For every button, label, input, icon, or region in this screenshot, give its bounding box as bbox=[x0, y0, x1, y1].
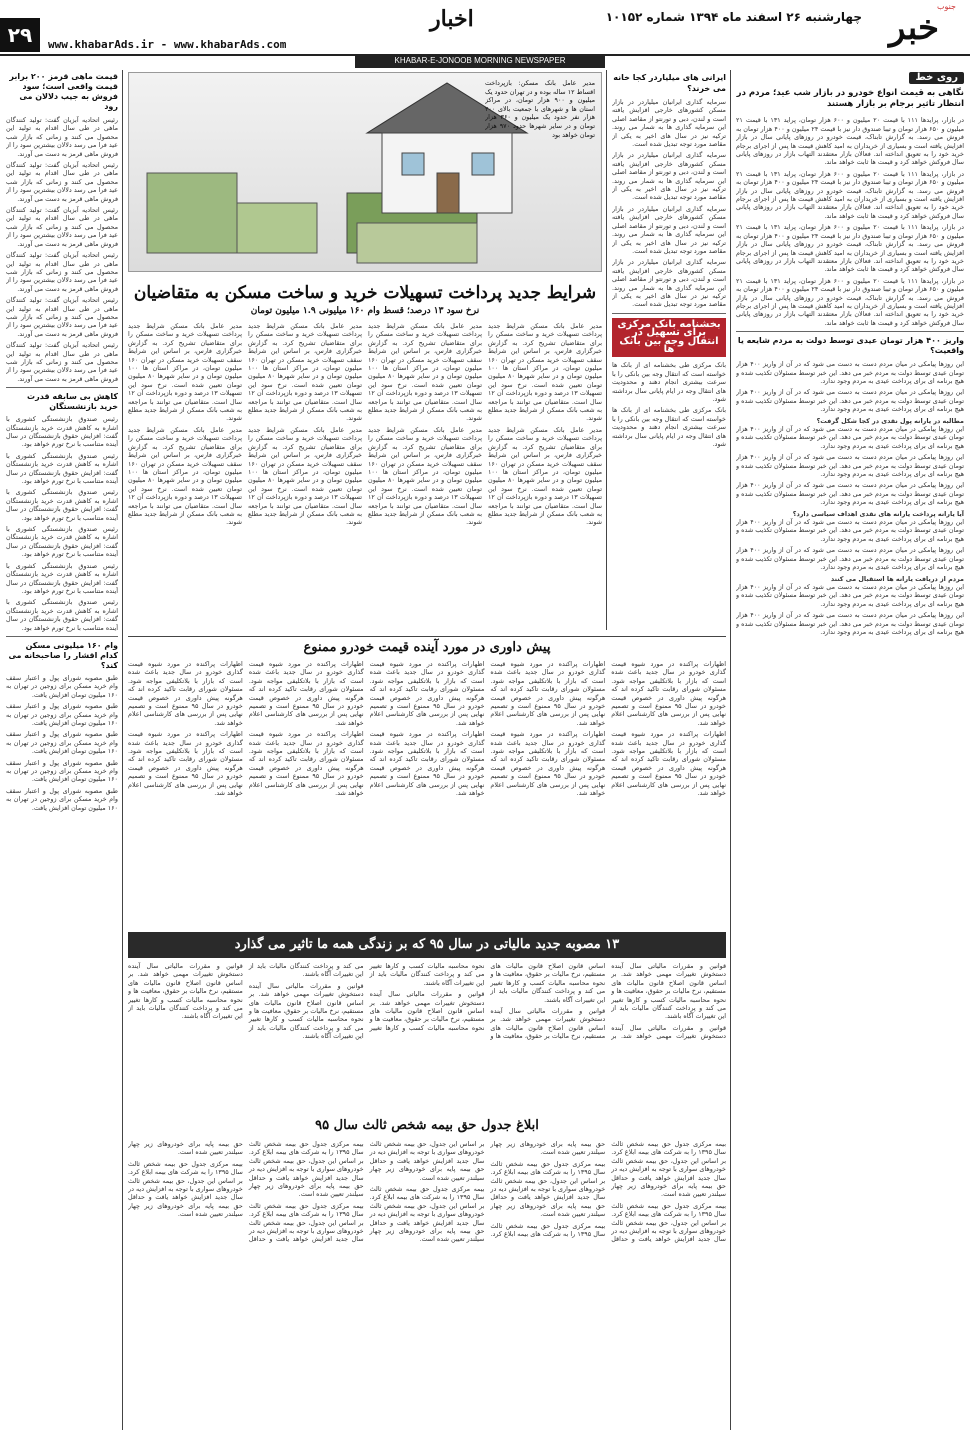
headline-housing-loans[interactable]: شرایط جدید پرداخت تسهیلات خرید و ساخت مسکن به متقاضیان bbox=[133, 283, 597, 303]
article-body-pensioners: رئیس صندوق بازنشستگی کشوری با اشاره به کاهش قدرت خرید بازنشستگان گفت: افزایش حقوق بازنشستگان در سال آینده متناسب با نرخ تورم خواهد بود. رئیس صندوق بازنشستگی کشوری با اشاره به کاهش قدرت خرید بازنشستگان گفت: افزایش حقوق بازنشستگان در سال آینده متناسب با نرخ تورم خواهد بود. رئیس صندوق بازنشستگی کشوری با اشاره به کاهش قدرت خرید بازنشستگان گفت: افزایش حقوق بازنشستگان در سال آینده متناسب با نرخ تورم خواهد بود. رئیس صندوق بازنشستگی کشوری با اشاره به کاهش قدرت خرید بازنشستگان گفت: افزایش حقوق بازنشستگان در سال آینده متناسب با نرخ تورم خواهد بود. رئیس صندوق بازنشستگی کشوری با اشاره به کاهش قدرت خرید بازنشستگان گفت: افزایش حقوق بازنشستگان در سال آینده متناسب با نرخ تورم خواهد بود. رئیس صندوق بازنشستگی کشوری با اشاره به کاهش قدرت خرید بازنشستگان گفت: افزایش حقوق بازنشستگان در سال آینده متناسب با نرخ تورم خواهد بود. bbox=[6, 415, 118, 632]
photo-caption: مدیر عامل بانک مسکن: بازپرداخت اقساط ۱۲ ساله بوده و در تهران حدود یک میلیون و ۹۰۰ هزار تومان، در مراکز استان ها و شهرهای با جمعیت بالای ۲۰۰ هزار نفر حدود یک میلیون و ۳۶۰ هزار تومان و در سایر شهرها حدود ۹۷۰ هزار تومان خواهد بود bbox=[485, 79, 595, 139]
section-title: اخبار bbox=[430, 6, 474, 32]
headline-central-bank[interactable]: بخشنامه بانک مرکزی برای تسهیل در انتقال وجه بین بانک ها bbox=[612, 318, 726, 358]
section-tag: روی خط bbox=[909, 72, 964, 84]
logo-text: خبر bbox=[888, 8, 940, 48]
horizontal-rule bbox=[128, 636, 726, 637]
headline-mortgage[interactable]: وام ۱۶۰ میلیونی مسکن کدام اقشار را صاحبخانه می کند؟ bbox=[8, 640, 118, 670]
right-column bbox=[736, 72, 964, 1432]
article-body-car-forecast: اظهارات پراکنده در مورد شیوه قیمت گذاری خودرو در سال جدید باعث شده است که بازار با بلاتکلیفی مواجه شود. مسئولان شورای رقابت تاکید کرده اند که هرگونه پیش داوری در خصوص قیمت خودرو در سال ۹۵ ممنوع است و تصمیم نهایی پس از بررسی های کارشناسی اعلام خواهد شد. اظهارات پراکنده در مورد شیوه قیمت گذاری خودرو در سال جدید باعث شده است که بازار با بلاتکلیفی مواجه شود. مسئولان شورای رقابت تاکید کرده اند که هرگونه پیش داوری در خصوص قیمت خودرو در سال ۹۵ ممنوع است و تصمیم نهایی پس از بررسی های کارشناسی اعلام خواهد شد. اظهارات پراکنده در مورد شیوه قیمت گذاری خودرو در سال جدید باعث شده است که بازار با بلاتکلیفی مواجه شود. مسئولان شورای رقابت تاکید کرده اند که هرگونه پیش داوری در خصوص قیمت خودرو در سال ۹۵ ممنوع است و تصمیم نهایی پس از بررسی های کارشناسی اعلام خواهد شد. اظهارات پراکنده در مورد شیوه قیمت گذاری خودرو در سال جدید باعث شده است که بازار با بلاتکلیفی مواجه شود. مسئولان شورای رقابت تاکید کرده اند که هرگونه پیش داوری در خصوص قیمت خودرو در سال ۹۵ ممنوع است و تصمیم نهایی پس از بررسی های کارشناسی اعلام خواهد شد. اظهارات پراکنده در مورد شیوه قیمت گذاری خودرو در سال جدید باعث شده است که بازار با بلاتکلیفی مواجه شود. مسئولان شورای رقابت تاکید کرده اند که هرگونه پیش داوری در خصوص قیمت خودرو در سال ۹۵ ممنوع است و تصمیم نهایی پس از بررسی های کارشناسی اعلام خواهد شد. اظهارات پراکنده در مورد شیوه قیمت گذاری خودرو در سال جدید باعث شده است که بازار با بلاتکلیفی مواجه شود. مسئولان شورای رقابت تاکید کرده اند که هرگونه پیش داوری در خصوص قیمت خودرو در سال ۹۵ ممنوع است و تصمیم نهایی پس از بررسی های کارشناسی اعلام خواهد شد. اظهارات پراکنده در مورد شیوه قیمت گذاری خودرو در سال جدید باعث شده است که بازار با بلاتکلیفی مواجه شود. مسئولان شورای رقابت تاکید کرده اند که هرگونه پیش داوری در خصوص قیمت خودرو در سال ۹۵ ممنوع است و تصمیم نهایی پس از بررسی های کارشناسی اعلام خواهد شد. اظهارات پراکنده در مورد شیوه قیمت گذاری خودرو در سال جدید باعث شده است که بازار با بلاتکلیفی مواجه شود. مسئولان شورای رقابت تاکید کرده اند که هرگونه پیش داوری در خصوص قیمت خودرو در سال ۹۵ ممنوع است و تصمیم نهایی پس از بررسی های کارشناسی اعلام خواهد شد. اظهارات پراکنده در مورد شیوه قیمت گذاری خودرو در سال جدید باعث شده است که بازار با بلاتکلیفی مواجه شود. مسئولان شورای رقابت تاکید کرده اند که هرگونه پیش داوری در خصوص قیمت خودرو در سال ۹۵ ممنوع است و تصمیم نهایی پس از بررسی های کارشناسی اعلام خواهد شد. اظهارات پراکنده در مورد شیوه قیمت گذاری خودرو در سال جدید باعث شده است که بازار با بلاتکلیفی مواجه شود. مسئولان شورای رقابت تاکید کرده اند که هرگونه پیش داوری در خصوص قیمت خودرو در سال ۹۵ ممنوع است و تصمیم نهایی پس از بررسی های کارشناسی اعلام خواهد شد. bbox=[128, 660, 726, 798]
article-body-central-bank: بانک مرکزی طی بخشنامه ای از بانک ها خواسته است که انتقال وجه بین بانکی را با سرعت بیشتری انجام دهند و محدودیت های انتقال وجه در ایام پایانی سال برداشته شود. بانک مرکزی طی بخشنامه ای از بانک ها خواسته است که انتقال وجه بین بانکی را با سرعت بیشتری انجام دهند و محدودیت های انتقال وجه در ایام پایانی سال برداشته شود. bbox=[612, 361, 726, 449]
headline-eidi-rumor[interactable]: واریز ۴۰۰ هزار تومان عیدی توسط دولت به مردم شایعه یا واقعیت؟ bbox=[737, 336, 964, 356]
logo-tag: جنوب bbox=[936, 2, 956, 11]
headline-car-prices[interactable]: نگاهی به قیمت انواع خودرو در بازار شب عید؛ مردم در انتظار تاثیر برجام بر بازار هستند bbox=[736, 88, 964, 110]
headline-billionaires[interactable]: ایرانی های میلیاردر کجا خانه می خرند؟ bbox=[613, 73, 726, 93]
column-rule bbox=[606, 70, 607, 630]
article-body-car-prices: در بازار، پرایدها ۱۱۱ با قیمت ۲۰ میلیون و ۶۰۰ هزار تومان، پراید ۱۳۱ با قیمت ۲۱ میلیون و ۶۵۰ هزار تومان و تیبا صندوق دار نیز با قیمت ۲۴ میلیون و ۴۰۰ هزار تومان به فروش می رسد. به گزارش تابناک، قیمت خودرو در روزهای پایانی سال در بازار افزایش یافته است و بسیاری از خریداران به امید کاهش قیمت ها پس از اجرای برجام خرید خود را به تعویق انداخته اند. فعالان بازار معتقدند التهاب بازار در روزهای پایانی سال فروکش خواهد کرد و قیمت ها ثابت خواهد ماند. در بازار، پرایدها ۱۱۱ با قیمت ۲۰ میلیون و ۶۰۰ هزار تومان، پراید ۱۳۱ با قیمت ۲۱ میلیون و ۶۵۰ هزار تومان و تیبا صندوق دار نیز با قیمت ۲۴ میلیون و ۴۰۰ هزار تومان به فروش می رسد. به گزارش تابناک، قیمت خودرو در روزهای پایانی سال در بازار افزایش یافته است و بسیاری از خریداران به امید کاهش قیمت ها پس از اجرای برجام خرید خود را به تعویق انداخته اند. فعالان بازار معتقدند التهاب بازار در روزهای پایانی سال فروکش خواهد کرد و قیمت ها ثابت خواهد ماند. در بازار، پرایدها ۱۱۱ با قیمت ۲۰ میلیون و ۶۰۰ هزار تومان، پراید ۱۳۱ با قیمت ۲۱ میلیون و ۶۵۰ هزار تومان و تیبا صندوق دار نیز با قیمت ۲۴ میلیون و ۴۰۰ هزار تومان به فروش می رسد. به گزارش تابناک، قیمت خودرو در روزهای پایانی سال در بازار افزایش یافته است و بسیاری از خریداران به امید کاهش قیمت ها پس از اجرای برجام خرید خود را به تعویق انداخته اند. فعالان بازار معتقدند التهاب بازار در روزهای پایانی سال فروکش خواهد کرد و قیمت ها ثابت خواهد ماند. در بازار، پرایدها ۱۱۱ با قیمت ۲۰ میلیون و ۶۰۰ هزار تومان، پراید ۱۳۱ با قیمت ۲۱ میلیون و ۶۵۰ هزار تومان و تیبا صندوق دار نیز با قیمت ۲۴ میلیون و ۴۰۰ هزار تومان به فروش می رسد. به گزارش تابناک، قیمت خودرو در روزهای پایانی سال در بازار افزایش یافته است و بسیاری از خریداران به امید کاهش قیمت ها پس از اجرای برجام خرید خود را به تعویق انداخته اند. فعالان بازار معتقدند التهاب بازار در روزهای پایانی سال فروکش خواهد کرد و قیمت ها ثابت خواهد ماند. bbox=[736, 116, 964, 327]
column-rule bbox=[730, 70, 731, 1430]
subheading-3: مردم از دریافت یارانه ها استقبال می کنند bbox=[830, 574, 964, 583]
article-body-goldfish: رئیس اتحادیه آبزیان گفت: تولید کنندگان ماهی در طی سال اقدام به تولید این محصول می کنند و زمانی که بازار شب عید فرا می رسد دلالان بیشترین سود را از فروش ماهی قرمز به دست می آورند. رئیس اتحادیه آبزیان گفت: تولید کنندگان ماهی در طی سال اقدام به تولید این محصول می کنند و زمانی که بازار شب عید فرا می رسد دلالان بیشترین سود را از فروش ماهی قرمز به دست می آورند. رئیس اتحادیه آبزیان گفت: تولید کنندگان ماهی در طی سال اقدام به تولید این محصول می کنند و زمانی که بازار شب عید فرا می رسد دلالان بیشترین سود را از فروش ماهی قرمز به دست می آورند. رئیس اتحادیه آبزیان گفت: تولید کنندگان ماهی در طی سال اقدام به تولید این محصول می کنند و زمانی که بازار شب عید فرا می رسد دلالان بیشترین سود را از فروش ماهی قرمز به دست می آورند. رئیس اتحادیه آبزیان گفت: تولید کنندگان ماهی در طی سال اقدام به تولید این محصول می کنند و زمانی که بازار شب عید فرا می رسد دلالان بیشترین سود را از فروش ماهی قرمز به دست می آورند. رئیس اتحادیه آبزیان گفت: تولید کنندگان ماهی در طی سال اقدام به تولید این محصول می کنند و زمانی که بازار شب عید فرا می رسد دلالان بیشترین سود را از فروش ماهی قرمز به دست می آورند. bbox=[6, 116, 118, 383]
left-column bbox=[6, 72, 118, 1432]
page-number: ۲۹ bbox=[0, 18, 40, 52]
article-body-tax: قوانین و مقررات مالیاتی سال آینده دستخوش تغییرات مهمی خواهد شد. بر اساس قانون اصلاح قانون مالیات های مستقیم، نرخ مالیات بر حقوق، معافیت ها و نحوه محاسبه مالیات کسب و کارها تغییر می کند و پرداخت کنندگان مالیات باید از این تغییرات آگاه باشند. قوانین و مقررات مالیاتی سال آینده دستخوش تغییرات مهمی خواهد شد. بر اساس قانون اصلاح قانون مالیات های مستقیم، نرخ مالیات بر حقوق، معافیت ها و نحوه محاسبه مالیات کسب و کارها تغییر می کند و پرداخت کنندگان مالیات باید از این تغییرات آگاه باشند. قوانین و مقررات مالیاتی سال آینده دستخوش تغییرات مهمی خواهد شد. بر اساس قانون اصلاح قانون مالیات های مستقیم، نرخ مالیات بر حقوق، معافیت ها و نحوه محاسبه مالیات کسب و کارها تغییر می کند و پرداخت کنندگان مالیات باید از این تغییرات آگاه باشند. قوانین و مقررات مالیاتی سال آینده دستخوش تغییرات مهمی خواهد شد. بر اساس قانون اصلاح قانون مالیات های مستقیم، نرخ مالیات بر حقوق، معافیت ها و نحوه محاسبه مالیات کسب و کارها تغییر می کند و پرداخت کنندگان مالیات باید از این تغییرات آگاه باشند. قوانین و مقررات مالیاتی سال آینده دستخوش تغییرات مهمی خواهد شد. بر اساس قانون اصلاح قانون مالیات های مستقیم، نرخ مالیات بر حقوق، معافیت ها و نحوه محاسبه مالیات کسب و کارها تغییر می کند و پرداخت کنندگان مالیات باید از این تغییرات آگاه باشند. قوانین و مقررات مالیاتی سال آینده دستخوش تغییرات مهمی خواهد شد. بر اساس قانون اصلاح قانون مالیات های مستقیم، نرخ مالیات بر حقوق، معافیت ها و نحوه محاسبه مالیات کسب و کارها تغییر می کند و پرداخت کنندگان مالیات باید از این تغییرات آگاه باشند. bbox=[128, 962, 726, 1041]
newspaper-logo[interactable] bbox=[866, 2, 962, 54]
article-body-eidi: این روزها پیامکی در میان مردم دست به دست می شود که در آن از واریز ۴۰۰ هزار تومان عیدی توسط دولت به مردم خبر می دهد. این خبر توسط مسئولان تکذیب شده و هیچ برنامه ای برای پرداخت عیدی به مردم وجود ندارد. این روزها پیامکی در میان مردم دست به دست می شود که در آن از واریز ۴۰۰ هزار تومان عیدی توسط دولت به مردم خبر می دهد. این خبر توسط مسئولان تکذیب شده و هیچ برنامه ای برای پرداخت عیدی به مردم وجود ندارد. مطالبه در یارانه پول نقدی در کجا شکل گرفت؟ این روزها پیامکی در میان مردم دست به دست می شود که در آن از واریز ۴۰۰ هزار تومان عیدی توسط دولت به مردم خبر می دهد. این خبر توسط مسئولان تکذیب شده و هیچ برنامه ای برای پرداخت عیدی به مردم وجود ندارد. این روزها پیامکی در میان مردم دست به دست می شود که در آن از واریز ۴۰۰ هزار تومان عیدی توسط دولت به مردم خبر می دهد. این خبر توسط مسئولان تکذیب شده و هیچ برنامه ای برای پرداخت عیدی به مردم وجود ندارد. این روزها پیامکی در میان مردم دست به دست می شود که در آن از واریز ۴۰۰ هزار تومان عیدی توسط دولت به مردم خبر می دهد. این خبر توسط مسئولان تکذیب شده و هیچ برنامه ای برای پرداخت عیدی به مردم وجود ندارد. آیا یارانه پرداخت یارانه های نقدی اهداف سیاسی دارد؟ این روزها پیامکی در میان مردم دست به دست می شود که در آن از واریز ۴۰۰ هزار تومان عیدی توسط دولت به مردم خبر می دهد. این خبر توسط مسئولان تکذیب شده و هیچ برنامه ای برای پرداخت عیدی به مردم وجود ندارد. این روزها پیامکی در میان مردم دست به دست می شود که در آن از واریز ۴۰۰ هزار تومان عیدی توسط دولت به مردم خبر می دهد. این خبر توسط مسئولان تکذیب شده و هیچ برنامه ای برای پرداخت عیدی به مردم وجود ندارد. مردم از دریافت یارانه ها استقبال می کنند این روزها پیامکی در میان مردم دست به دست می شود که در آن از واریز ۴۰۰ هزار تومان عیدی توسط دولت به مردم خبر می دهد. این خبر توسط مسئولان تکذیب شده و هیچ برنامه ای برای پرداخت عیدی به مردم وجود ندارد. این روزها پیامکی در میان مردم دست به دست می شود که در آن از واریز ۴۰۰ هزار تومان عیدی توسط دولت به مردم خبر می دهد. این خبر توسط مسئولان تکذیب شده و هیچ برنامه ای برای پرداخت عیدی به مردم وجود ندارد. bbox=[736, 360, 964, 636]
subheading-2: آیا یارانه پرداخت یارانه های نقدی اهداف سیاسی دارد؟ bbox=[792, 509, 964, 518]
article-body-housing-loans: مدیر عامل بانک مسکن شرایط جدید پرداخت تسهیلات خرید و ساخت مسکن را برای متقاضیان تشریح کرد. به گزارش خبرگزاری فارس، بر اساس این شرایط سقف تسهیلات خرید مسکن در تهران ۱۶۰ میلیون تومان، در مراکز استان ها ۱۰۰ میلیون تومان و در سایر شهرها ۸۰ میلیون تومان تعیین شده است. نرخ سود این تسهیلات ۱۳ درصد و دوره بازپرداخت آن ۱۲ سال است. متقاضیان می توانند با مراجعه به شعب بانک مسکن از شرایط جدید مطلع شوند. مدیر عامل بانک مسکن شرایط جدید پرداخت تسهیلات خرید و ساخت مسکن را برای متقاضیان تشریح کرد. به گزارش خبرگزاری فارس، بر اساس این شرایط سقف تسهیلات خرید مسکن در تهران ۱۶۰ میلیون تومان، در مراکز استان ها ۱۰۰ میلیون تومان و در سایر شهرها ۸۰ میلیون تومان تعیین شده است. نرخ سود این تسهیلات ۱۳ درصد و دوره بازپرداخت آن ۱۲ سال است. متقاضیان می توانند با مراجعه به شعب بانک مسکن از شرایط جدید مطلع شوند. مدیر عامل بانک مسکن شرایط جدید پرداخت تسهیلات خرید و ساخت مسکن را برای متقاضیان تشریح کرد. به گزارش خبرگزاری فارس، بر اساس این شرایط سقف تسهیلات خرید مسکن در تهران ۱۶۰ میلیون تومان، در مراکز استان ها ۱۰۰ میلیون تومان و در سایر شهرها ۸۰ میلیون تومان تعیین شده است. نرخ سود این تسهیلات ۱۳ درصد و دوره بازپرداخت آن ۱۲ سال است. متقاضیان می توانند با مراجعه به شعب بانک مسکن از شرایط جدید مطلع شوند. مدیر عامل بانک مسکن شرایط جدید پرداخت تسهیلات خرید و ساخت مسکن را برای متقاضیان تشریح کرد. به گزارش خبرگزاری فارس، بر اساس این شرایط سقف تسهیلات خرید مسکن در تهران ۱۶۰ میلیون تومان، در مراکز استان ها ۱۰۰ میلیون تومان و در سایر شهرها ۸۰ میلیون تومان تعیین شده است. نرخ سود این تسهیلات ۱۳ درصد و دوره بازپرداخت آن ۱۲ سال است. متقاضیان می توانند با مراجعه به شعب بانک مسکن از شرایط جدید مطلع شوند. مدیر عامل بانک مسکن شرایط جدید پرداخت تسهیلات خرید و ساخت مسکن را برای متقاضیان تشریح کرد. به گزارش خبرگزاری فارس، بر اساس این شرایط سقف تسهیلات خرید مسکن در تهران ۱۶۰ میلیون تومان، در مراکز استان ها ۱۰۰ میلیون تومان و در سایر شهرها ۸۰ میلیون تومان تعیین شده است. نرخ سود این تسهیلات ۱۳ درصد و دوره بازپرداخت آن ۱۲ سال است. متقاضیان می توانند با مراجعه به شعب بانک مسکن از شرایط جدید مطلع شوند. مدیر عامل بانک مسکن شرایط جدید پرداخت تسهیلات خرید و ساخت مسکن را برای متقاضیان تشریح کرد. به گزارش خبرگزاری فارس، بر اساس این شرایط سقف تسهیلات خرید مسکن در تهران ۱۶۰ میلیون تومان، در مراکز استان ها ۱۰۰ میلیون تومان و در سایر شهرها ۸۰ میلیون تومان تعیین شده است. نرخ سود این تسهیلات ۱۳ درصد و دوره بازپرداخت آن ۱۲ سال است. متقاضیان می توانند با مراجعه به شعب بانک مسکن از شرایط جدید مطلع شوند. مدیر عامل بانک مسکن شرایط جدید پرداخت تسهیلات خرید و ساخت مسکن را برای متقاضیان تشریح کرد. به گزارش خبرگزاری فارس، بر اساس این شرایط سقف تسهیلات خرید مسکن در تهران ۱۶۰ میلیون تومان، در مراکز استان ها ۱۰۰ میلیون تومان و در سایر شهرها ۸۰ میلیون تومان تعیین شده است. نرخ سود این تسهیلات ۱۳ درصد و دوره بازپرداخت آن ۱۲ سال است. متقاضیان می توانند با مراجعه به شعب بانک مسکن از شرایط جدید مطلع شوند. مدیر عامل بانک مسکن شرایط جدید پرداخت تسهیلات خرید و ساخت مسکن را برای متقاضیان تشریح کرد. به گزارش خبرگزاری فارس، بر اساس این شرایط سقف تسهیلات خرید مسکن در تهران ۱۶۰ میلیون تومان، در مراکز استان ها ۱۰۰ میلیون تومان و در سایر شهرها ۸۰ میلیون تومان تعیین شده است. نرخ سود این تسهیلات ۱۳ درصد و دوره بازپرداخت آن ۱۲ سال است. متقاضیان می توانند با مراجعه به شعب بانک مسکن از شرایط جدید مطلع شوند. bbox=[128, 322, 602, 527]
headline-car-forecast[interactable]: پیش داوری در مورد آینده قیمت خودرو ممنوع bbox=[303, 640, 551, 655]
masthead-subhead: KHABAR-E-JONOOB MORNING NEWSPAPER bbox=[355, 56, 605, 68]
billionaires-column bbox=[612, 72, 726, 632]
column-rule bbox=[122, 70, 123, 1430]
subhead-housing-loans: نرخ سود ۱۳ درصد؛ قسط وام ۱۶۰ میلیونی ۱.۹ میلیون تومان bbox=[250, 306, 480, 316]
headline-tax[interactable]: ۱۳ مصوبه جدید مالیاتی در سال ۹۵ که بر زندگی همه ما تاثیر می گذارد bbox=[128, 932, 726, 958]
housing-photo bbox=[128, 72, 602, 272]
issue-line: چهارشنبه ۲۶ اسفند ماه ۱۳۹۴ شماره ۱۰۱۵۲ bbox=[605, 10, 862, 24]
headline-pensioners[interactable]: کاهش بی سابقه قدرت خرید بازنشستگان bbox=[27, 392, 118, 412]
headline-insurance[interactable]: ابلاغ جدول حق بیمه شخص ثالث سال ۹۵ bbox=[315, 1118, 539, 1133]
website-link[interactable]: www.khabarAds.ir - www.khabarAds.com bbox=[48, 38, 287, 51]
masthead bbox=[0, 0, 970, 56]
article-body-mortgage: طبق مصوبه شورای پول و اعتبار سقف وام خرید مسکن برای زوجین در تهران به ۱۶۰ میلیون تومان افزایش یافت. طبق مصوبه شورای پول و اعتبار سقف وام خرید مسکن برای زوجین در تهران به ۱۶۰ میلیون تومان افزایش یافت. طبق مصوبه شورای پول و اعتبار سقف وام خرید مسکن برای زوجین در تهران به ۱۶۰ میلیون تومان افزایش یافت. طبق مصوبه شورای پول و اعتبار سقف وام خرید مسکن برای زوجین در تهران به ۱۶۰ میلیون تومان افزایش یافت. طبق مصوبه شورای پول و اعتبار سقف وام خرید مسکن برای زوجین در تهران به ۱۶۰ میلیون تومان افزایش یافت. bbox=[6, 673, 118, 812]
article-body-billionaires: سرمایه گذاری ایرانیان میلیاردر در بازار مسکن کشورهای خارجی افزایش یافته است و لندن، دبی و تورنتو از مقاصد اصلی این سرمایه گذاری ها به شمار می روند. ترکیه نیز در سال های اخیر به یکی از مقاصد مورد توجه تبدیل شده است. سرمایه گذاری ایرانیان میلیاردر در بازار مسکن کشورهای خارجی افزایش یافته است و لندن، دبی و تورنتو از مقاصد اصلی این سرمایه گذاری ها به شمار می روند. ترکیه نیز در سال های اخیر به یکی از مقاصد مورد توجه تبدیل شده است. سرمایه گذاری ایرانیان میلیاردر در بازار مسکن کشورهای خارجی افزایش یافته است و لندن، دبی و تورنتو از مقاصد اصلی این سرمایه گذاری ها به شمار می روند. ترکیه نیز در سال های اخیر به یکی از مقاصد مورد توجه تبدیل شده است. سرمایه گذاری ایرانیان میلیاردر در بازار مسکن کشورهای خارجی افزایش یافته است و لندن، دبی و تورنتو از مقاصد اصلی این سرمایه گذاری ها به شمار می روند. ترکیه نیز در سال های اخیر به یکی از مقاصد مورد توجه تبدیل شده است. bbox=[612, 98, 726, 309]
headline-goldfish[interactable]: قیمت ماهی قرمز ۲۰۰ برابر قیمت واقعی است؛ سود فروش به جیب دلالان می رود bbox=[9, 72, 118, 111]
article-body-insurance: بیمه مرکزی جدول حق بیمه شخص ثالث سال ۱۳۹۵ را به شرکت های بیمه ابلاغ کرد. بر اساس این جدول، حق بیمه شخص ثالث خودروهای سواری با توجه به افزایش دیه در سال جدید افزایش خواهد یافت و حداقل حق بیمه پایه برای خودروهای زیر چهار سیلندر تعیین شده است. بیمه مرکزی جدول حق بیمه شخص ثالث سال ۱۳۹۵ را به شرکت های بیمه ابلاغ کرد. بر اساس این جدول، حق بیمه شخص ثالث خودروهای سواری با توجه به افزایش دیه در سال جدید افزایش خواهد یافت و حداقل حق بیمه پایه برای خودروهای زیر چهار سیلندر تعیین شده است. بیمه مرکزی جدول حق بیمه شخص ثالث سال ۱۳۹۵ را به شرکت های بیمه ابلاغ کرد. بر اساس این جدول، حق بیمه شخص ثالث خودروهای سواری با توجه به افزایش دیه در سال جدید افزایش خواهد یافت و حداقل حق بیمه پایه برای خودروهای زیر چهار سیلندر تعیین شده است. بیمه مرکزی جدول حق بیمه شخص ثالث سال ۱۳۹۵ را به شرکت های بیمه ابلاغ کرد. بر اساس این جدول، حق بیمه شخص ثالث خودروهای سواری با توجه به افزایش دیه در سال جدید افزایش خواهد یافت و حداقل حق بیمه پایه برای خودروهای زیر چهار سیلندر تعیین شده است. بیمه مرکزی جدول حق بیمه شخص ثالث سال ۱۳۹۵ را به شرکت های بیمه ابلاغ کرد. بر اساس این جدول، حق بیمه شخص ثالث خودروهای سواری با توجه به افزایش دیه در سال جدید افزایش خواهد یافت و حداقل حق بیمه پایه برای خودروهای زیر چهار سیلندر تعیین شده است. بیمه مرکزی جدول حق بیمه شخص ثالث سال ۱۳۹۵ را به شرکت های بیمه ابلاغ کرد. بر اساس این جدول، حق بیمه شخص ثالث خودروهای سواری با توجه به افزایش دیه در سال جدید افزایش خواهد یافت و حداقل حق بیمه پایه برای خودروهای زیر چهار سیلندر تعیین شده است. بیمه مرکزی جدول حق بیمه شخص ثالث سال ۱۳۹۵ را به شرکت های بیمه ابلاغ کرد. بر اساس این جدول، حق بیمه شخص ثالث خودروهای سواری با توجه به افزایش دیه در سال جدید افزایش خواهد یافت و حداقل حق بیمه پایه برای خودروهای زیر چهار سیلندر تعیین شده است. بیمه مرکزی جدول حق بیمه شخص ثالث سال ۱۳۹۵ را به شرکت های بیمه ابلاغ کرد. بر اساس این جدول، حق بیمه شخص ثالث خودروهای سواری با توجه به افزایش دیه در سال جدید افزایش خواهد یافت و حداقل حق بیمه پایه برای خودروهای زیر چهار سیلندر تعیین شده است. bbox=[128, 1140, 726, 1244]
subheading-1: مطالبه در یارانه پول نقدی در کجا شکل گرفت؟ bbox=[816, 416, 964, 425]
